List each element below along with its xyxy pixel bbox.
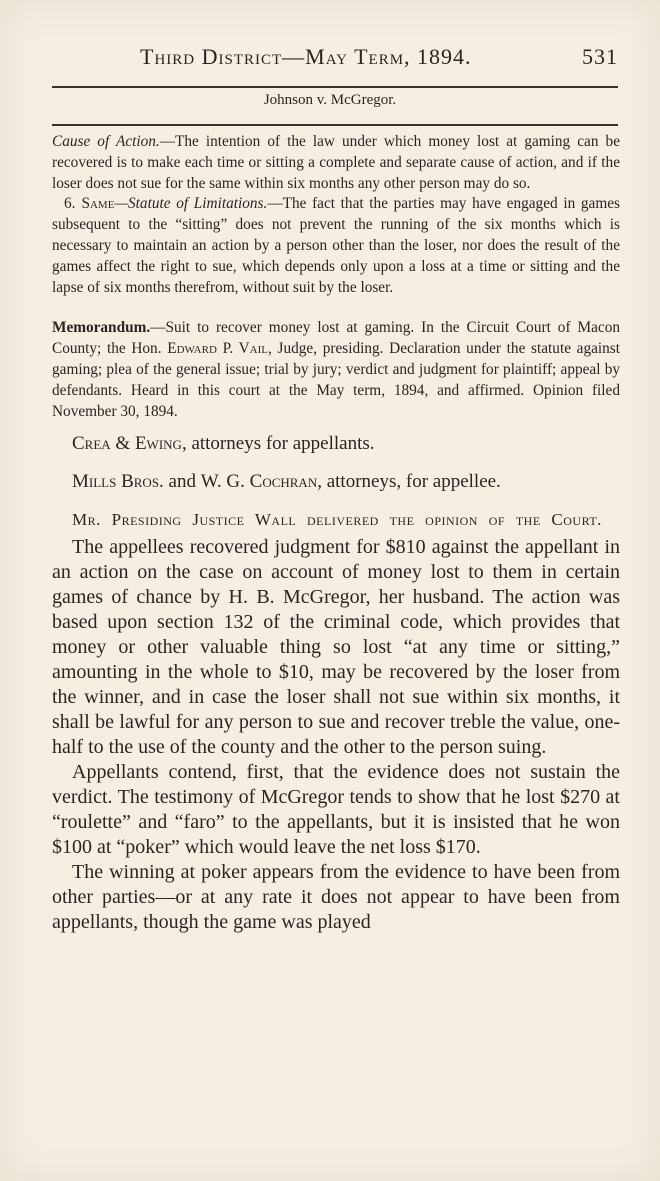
opinion-paragraph-2: Appellants contend, first, that the evidence does not sustain the verdict. The testimony of McGregor tends to show that he lost $270 at “roulette” and “faro” to the appellants, but it is insisted that he won $100 at “poker” which would leave the net loss $170. <box>52 761 620 859</box>
appellants-role: , attorneys for appellants. <box>181 433 375 455</box>
headnote-6-number: 6. <box>64 195 76 213</box>
running-head <box>52 44 618 70</box>
memorandum <box>52 318 620 422</box>
running-head-title: Third District—May Term, 1894. <box>140 44 472 69</box>
opinion-heading: Mr. Presiding Justice Wall delivered the opinion of the Court. <box>72 510 602 530</box>
headnote-6-text: —The fact that the parties may have engaged in games subsequent to the “sitting” does not prevent the running of the six months which is necessary to maintain an action by a person other than the loser, nor does the result of the games affect the right to sue, which depends only upon a loss at a time or sitting and the lapse of six months therefrom, without suit by the loser. <box>52 195 620 296</box>
opinion-paragraph-1: The appellees recovered judgment for $810 against the appellant in an action on the case on account of money lost to them in certain games of chance by H. B. McGregor, her husband. The action was based upon section 132 of the criminal code, which provides that money or other valuable thing so lost “at any time or sitting,” amounting in the whole to $10, may be recovered by the loser from the winner, and in case the loser shall not sue within six months, it shall be lawful for any person to sue and recover treble the value, one-half to the use of the county and the other to the person suing. <box>52 536 620 759</box>
header-rule-bottom <box>52 124 618 126</box>
headnote-6-heading: —Statute of Limitations. <box>114 195 268 213</box>
headnote-1 <box>52 132 620 194</box>
memorandum-text-before: —Suit to recover money lost at gaming. In the Circuit Court of Macon County; the Hon. <box>52 319 620 358</box>
appellee-counsel-1: Mills Bros. <box>72 471 164 493</box>
page-body <box>52 132 620 935</box>
appellee-counsel-2: W. G. Cochran <box>200 471 318 493</box>
header-rule-top <box>52 86 618 88</box>
appellants-counsel: Crea & Ewing <box>72 433 182 455</box>
attorneys-appellants <box>52 432 620 456</box>
attorneys-appellee <box>52 470 620 494</box>
memorandum-text-after: , Judge, presiding. Declaration under the statute against gaming; plea of the general issue; trial by jury; verdict and judgment for plaintiff; appeal by defendants. Heard in this court at the May term, 1894, and affirmed. Opinion filed November 30, 1894. <box>52 340 620 420</box>
page-number: 531 <box>582 44 618 69</box>
headnote-6-same: Same <box>81 195 115 213</box>
headnote-1-heading: Cause of Action. <box>52 133 160 150</box>
headnote-6 <box>52 194 620 298</box>
opinion-paragraph-3: The winning at poker appears from the evidence to have been from other parties—or at any rate it does not appear to have been from appellants, though the game was played <box>52 861 620 934</box>
headnote-1-text: —The intention of the law under which money lost at gaming can be recovered is to make each time or sitting a complete and separate cause of action, and if the loser does not sue for the same within six months any other person may do so. <box>52 133 620 192</box>
case-title: Johnson v. McGregor. <box>263 92 397 108</box>
appellee-role: , attorneys, for appellee. <box>317 471 501 493</box>
appellee-and: and <box>163 471 201 493</box>
memorandum-judge: Edward P. Vail <box>167 340 268 358</box>
memorandum-label: Memorandum. <box>52 319 151 337</box>
